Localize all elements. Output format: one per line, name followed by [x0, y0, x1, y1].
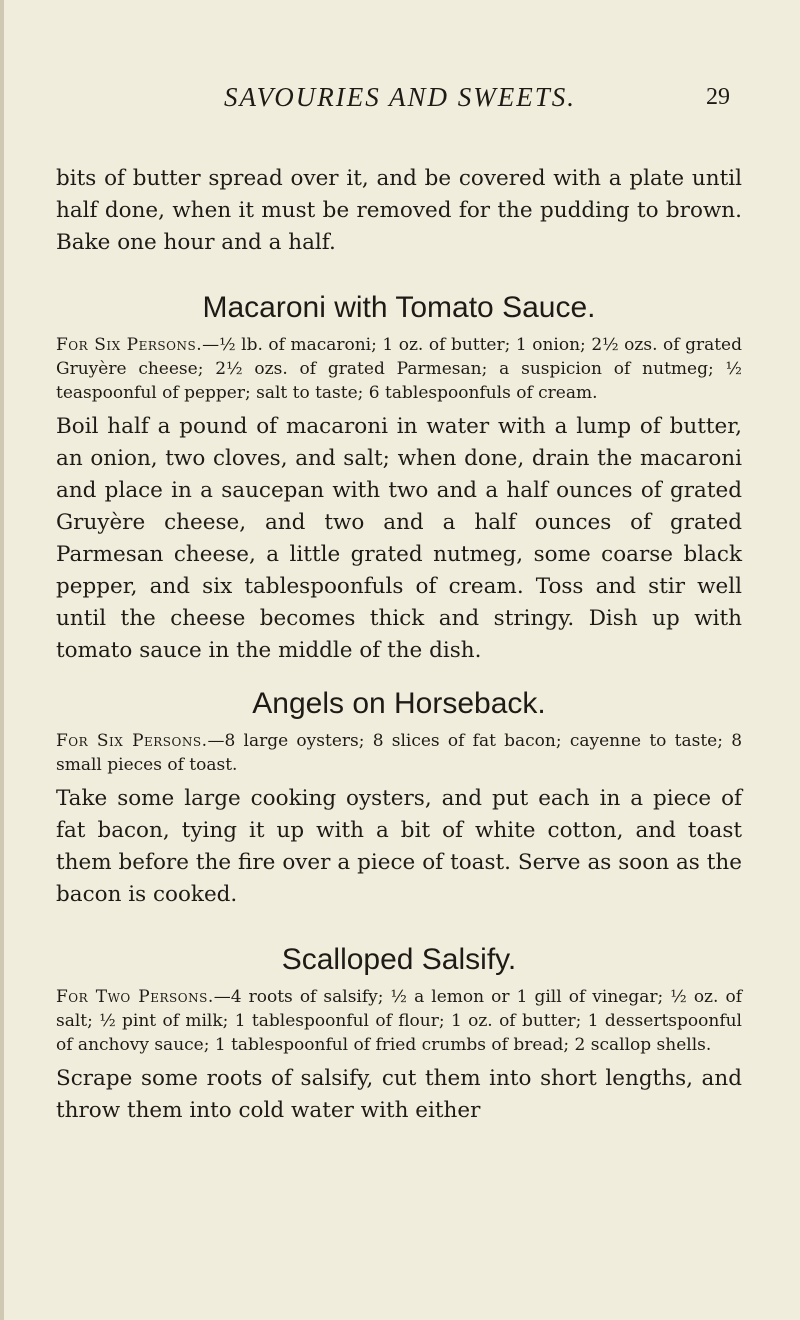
- recipe-title: Angels on Horseback.: [252, 687, 546, 720]
- recipe-title: Macaroni with Tomato Sauce.: [202, 291, 596, 324]
- recipe-title: Scalloped Salsify.: [281, 943, 517, 976]
- ingredient-list: —8 large oysters; 8 slices of fat bacon; cayenne to taste; 8 small pieces of toast.: [56, 731, 743, 775]
- recipe-method: Scrape some roots of salsify, cut them into short lengths, and throw them into cold water with either: [56, 1066, 742, 1123]
- recipe-macaroni: [56, 289, 742, 667]
- serves-label: For Six Persons.: [56, 335, 203, 355]
- recipe-ingredients: [56, 985, 742, 1057]
- running-title: SAVOURIES AND SWEETS.: [223, 82, 577, 112]
- recipe-method: Boil half a pound of macaroni in water with a lump of butter, an onion, two cloves, and salt; when done, drain the macaroni and place in a saucepan with two and a half ounces of grated Gruyère cheese, and two and a half ounces of grated Parmesan cheese, a little grated nutmeg, some coarse black pepper, and six tablespoonfuls of cream. Toss and stir well until the cheese becomes thick and stringy. Dish up with tomato sauce in the middle of the dish.: [56, 414, 742, 663]
- serves-label: For Two Persons.: [56, 987, 214, 1007]
- recipe-ingredients: [56, 333, 742, 405]
- binding-edge: [0, 0, 4, 1320]
- recipe-ingredients: [56, 729, 742, 777]
- page-body: [56, 163, 742, 1127]
- recipe-method: Take some large cooking oysters, and put each in a piece of fat bacon, tying it up with a bit of white cotton, and toast them before the fire over a piece of toast. Serve as soon as the bacon is cooked.: [56, 786, 742, 907]
- serves-label: For Six Persons.: [56, 731, 208, 751]
- page-number: 29: [706, 84, 730, 110]
- ingredient-list: —4 roots of salsify; ½ a lemon or 1 gill of vinegar; ½ oz. of salt; ½ pint of milk; 1 tablespoonful of flour; 1 oz. of butter; 1 dessertspoonful of anchovy sauce; 1 tablespoonful of fried crumbs of bread; 2 scallop shells.: [56, 987, 743, 1055]
- running-head: [0, 82, 800, 122]
- intro-paragraph: bits of butter spread over it, and be covered with a plate until half done, when it must be removed for the pudding to brown. Bake one hour and a half.: [56, 166, 742, 255]
- ingredient-list: —½ lb. of macaroni; 1 oz. of butter; 1 onion; 2½ ozs. of grated Gruyère cheese; 2½ ozs. of grated Parmesan; a suspicion of nutmeg; ½ teaspoonful of pepper; salt to taste; 6 tablespoonfuls of cream.: [56, 335, 742, 403]
- recipe-scalloped-salsify: [56, 941, 742, 1127]
- recipe-angels-on-horseback: [56, 685, 742, 911]
